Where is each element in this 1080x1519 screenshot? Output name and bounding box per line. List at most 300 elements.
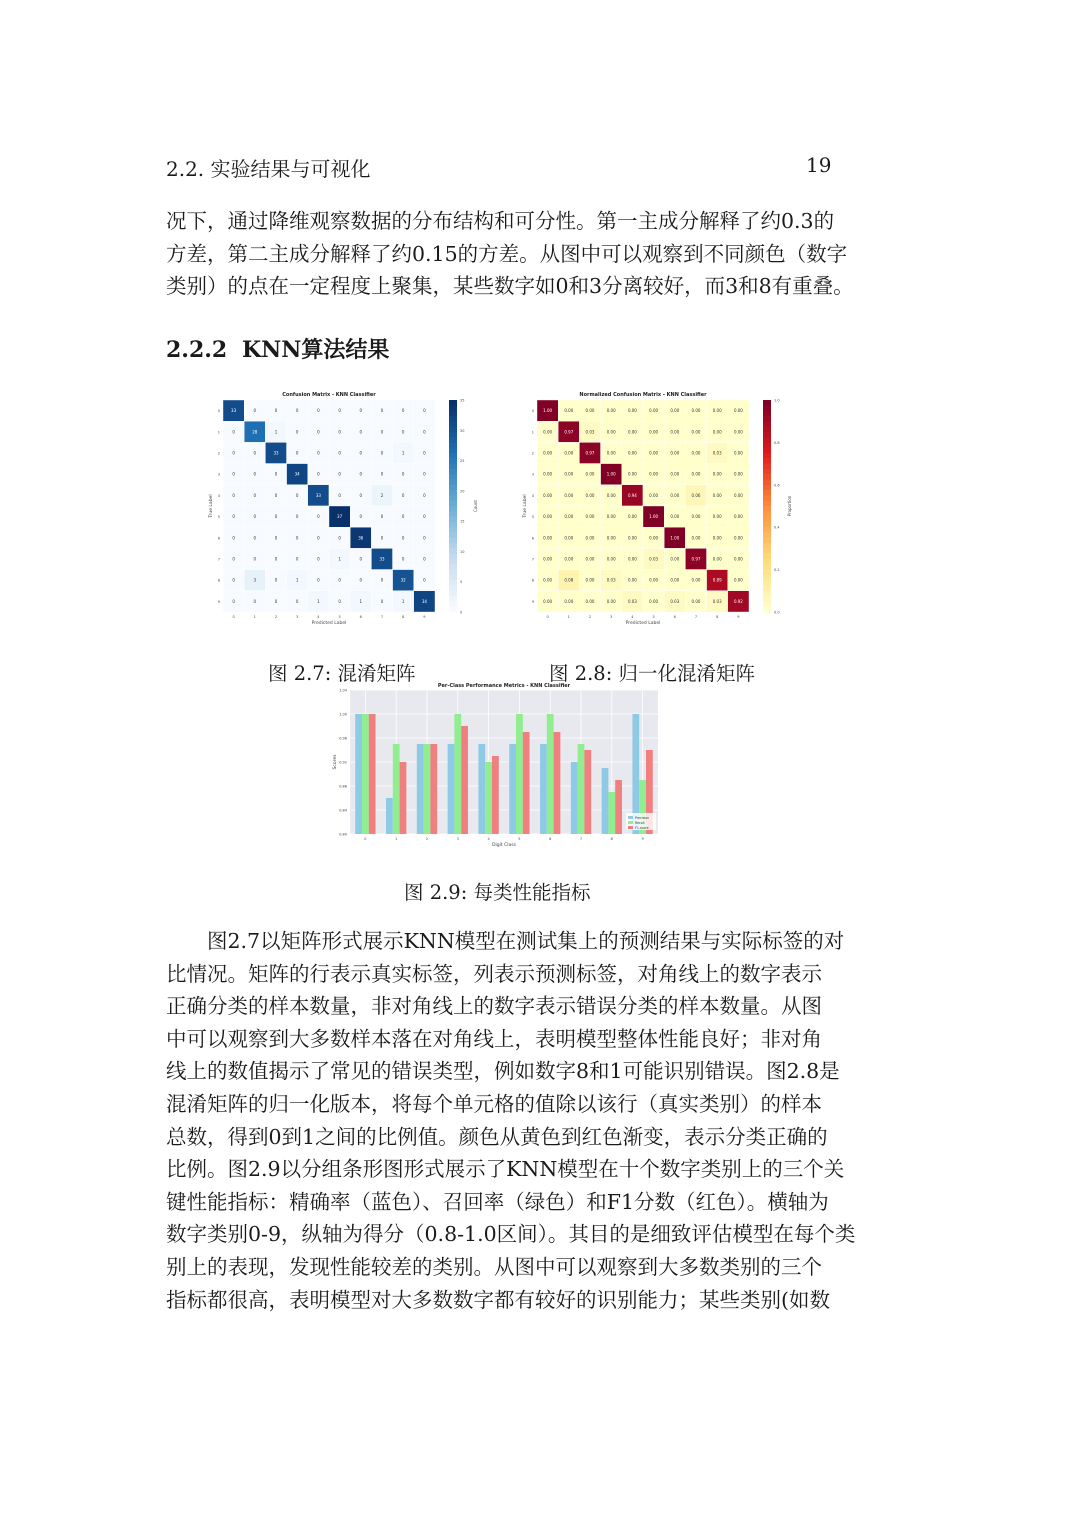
colorbar-segment <box>763 601 771 607</box>
y-tick-label: 7 <box>531 557 534 562</box>
colorbar-segment <box>449 511 457 517</box>
cell-value-label: 0.08 <box>564 577 574 583</box>
colorbar-label: Proportion <box>787 495 792 517</box>
bar-recall <box>424 744 431 834</box>
cell-value-label: 0.00 <box>649 429 659 435</box>
cell-value-label: 0.00 <box>606 598 616 604</box>
cell-value-label: 0 <box>359 492 363 498</box>
colorbar-segment <box>449 506 457 512</box>
x-tick-label: 8 <box>716 615 719 619</box>
cell-value-label: 1 <box>274 429 278 435</box>
cell-value-label: 0.00 <box>606 408 616 414</box>
cell-value-label: 0.00 <box>691 471 701 477</box>
bar-precision <box>540 744 547 834</box>
cell-value-label: 34 <box>421 598 427 604</box>
cell-value-label: 0.00 <box>691 514 701 520</box>
colorbar-segment <box>763 533 771 539</box>
colorbar-tick-label: 25 <box>460 459 465 464</box>
colorbar-segment <box>449 416 457 422</box>
cell-value-label: 0 <box>338 492 341 498</box>
cell-value-label: 0 <box>317 577 320 583</box>
cell-value-label: 0.00 <box>712 514 722 520</box>
chart-title: Confusion Matrix - KNN Classifier <box>282 392 376 398</box>
y-tick-label: 4 <box>217 493 220 498</box>
cell-value-label: 0.00 <box>585 408 595 414</box>
colorbar-tick-label: 0.8 <box>774 440 780 445</box>
x-tick-label: 6 <box>359 615 362 619</box>
cell-value-label: 0 <box>359 408 363 414</box>
x-tick-label: 3 <box>456 837 459 841</box>
bar-f1-score <box>430 744 437 834</box>
text-line: 中可以观察到大多数样本落在对角线上，表明模型整体性能良好；非对角 <box>166 1026 822 1051</box>
colorbar-segment <box>449 448 457 454</box>
cell-value-label: 0 <box>253 408 257 414</box>
x-tick-label: 0 <box>232 615 235 619</box>
y-tick-label: 9 <box>217 599 220 604</box>
colorbar-segment <box>763 591 771 597</box>
colorbar-segment <box>763 517 771 523</box>
colorbar-segment <box>449 485 457 491</box>
cell-value-label: 0 <box>253 535 257 541</box>
cell-value-label: 0.00 <box>649 598 659 604</box>
y-tick-label: 0.92 <box>339 760 347 765</box>
cell-value-label: 0.03 <box>712 450 722 456</box>
colorbar-segment <box>449 538 457 544</box>
colorbar-segment <box>763 586 771 592</box>
x-tick-label: 9 <box>423 615 426 619</box>
y-axis-label: True Label <box>523 494 528 518</box>
colorbar-segment <box>763 607 771 613</box>
cell-value-label: 0 <box>274 556 278 562</box>
x-tick-label: 6 <box>549 837 552 841</box>
cell-value-label: 0.00 <box>733 492 743 498</box>
cell-value-label: 0 <box>401 471 405 477</box>
colorbar-segment <box>449 411 457 417</box>
x-axis-label: Digit Class <box>492 843 516 848</box>
bar-precision <box>386 798 393 834</box>
bar-f1-score <box>584 750 591 834</box>
bar-f1-score <box>615 780 622 834</box>
colorbar-segment <box>449 543 457 549</box>
cell-value-label: 0 <box>423 471 426 477</box>
colorbar-segment <box>449 564 457 570</box>
y-tick-label: 0 <box>531 409 534 414</box>
y-tick-label: 3 <box>217 472 220 477</box>
bar-recall <box>485 762 492 834</box>
chart-title: Normalized Confusion Matrix - KNN Classifier <box>579 392 707 398</box>
colorbar-segment <box>449 575 457 581</box>
cell-value-label: 0.00 <box>733 577 743 583</box>
cell-value-label: 0 <box>317 514 320 520</box>
colorbar-segment <box>449 586 457 592</box>
cell-value-label: 0.00 <box>585 577 595 583</box>
colorbar-segment <box>763 495 771 501</box>
colorbar-segment <box>763 442 771 448</box>
cell-value-label: 0 <box>359 556 363 562</box>
colorbar-segment <box>449 405 457 411</box>
cell-value-label: 0 <box>232 556 235 562</box>
colorbar-segment <box>449 501 457 507</box>
cell-value-label: 0.00 <box>649 577 659 583</box>
colorbar-segment <box>763 405 771 411</box>
page-number: 19 <box>806 153 832 177</box>
x-tick-label: 9 <box>737 615 740 619</box>
colorbar-segment <box>763 464 771 470</box>
cell-value-label: 0 <box>317 535 320 541</box>
cell-value-label: 0 <box>232 577 235 583</box>
colorbar-segment <box>763 570 771 576</box>
cell-value-label: 0 <box>274 514 278 520</box>
colorbar-tick-label: 0.6 <box>774 483 780 488</box>
bar-recall <box>516 714 523 834</box>
cell-value-label: 1.00 <box>649 514 659 520</box>
cell-value-label: 0.00 <box>627 556 637 562</box>
cell-value-label: 0 <box>380 408 384 414</box>
text-line: 类别）的点在一定程度上聚集，某些数字如0和3分离较好，而3和8有重叠。 <box>166 274 854 299</box>
cell-value-label: 0.00 <box>543 429 553 435</box>
colorbar-segment <box>763 437 771 443</box>
colorbar-segment <box>763 458 771 464</box>
cell-value-label: 0 <box>401 429 405 435</box>
cell-value-label: 0.00 <box>670 408 680 414</box>
cell-value-label: 0.00 <box>606 514 616 520</box>
cell-value-label: 0.00 <box>733 408 743 414</box>
y-tick-label: 4 <box>531 493 534 498</box>
cell-value-label: 0.00 <box>543 514 553 520</box>
figure-2-9-caption: 图 2.9: 每类性能指标 <box>404 881 591 904</box>
colorbar-segment <box>763 432 771 438</box>
bar-recall <box>454 714 461 834</box>
cell-value-label: 0.00 <box>585 471 595 477</box>
cell-value-label: 0 <box>423 492 426 498</box>
intro-paragraph <box>166 205 854 303</box>
cell-value-label: 0.00 <box>627 471 637 477</box>
cell-value-label: 1.00 <box>606 471 616 477</box>
cell-value-label: 0.00 <box>564 535 574 541</box>
legend-swatch <box>628 816 633 819</box>
cell-value-label: 0 <box>317 556 320 562</box>
cell-value-label: 0.00 <box>585 598 595 604</box>
cell-value-label: 0 <box>317 429 320 435</box>
cell-value-label: 0 <box>380 450 384 456</box>
bar-precision <box>509 744 516 834</box>
colorbar-segment <box>763 527 771 533</box>
cell-value-label: 0 <box>274 535 278 541</box>
cell-value-label: 0.00 <box>691 429 701 435</box>
colorbar-segment <box>763 469 771 475</box>
colorbar-tick-label: 0.4 <box>774 525 780 530</box>
colorbar-segment <box>449 432 457 438</box>
cell-value-label: 0 <box>253 598 257 604</box>
cell-value-label: 0 <box>423 577 426 583</box>
bar-f1-score <box>492 756 499 834</box>
cell-value-label: 0.00 <box>712 535 722 541</box>
colorbar-segment <box>449 421 457 427</box>
cell-value-label: 0.00 <box>543 598 553 604</box>
colorbar-segment <box>449 469 457 475</box>
cell-value-label: 0.92 <box>733 598 743 604</box>
colorbar-segment <box>763 559 771 565</box>
y-tick-label: 0.96 <box>339 736 347 741</box>
colorbar-segment <box>763 400 771 406</box>
colorbar-segment <box>763 548 771 554</box>
cell-value-label: 0.03 <box>627 598 637 604</box>
body-paragraph <box>166 925 856 1316</box>
cell-value-label: 0.00 <box>564 492 574 498</box>
y-tick-label: 5 <box>217 515 220 520</box>
x-tick-label: 2 <box>274 615 278 619</box>
cell-value-label: 0.00 <box>733 450 743 456</box>
cell-value-label: 0.00 <box>564 408 574 414</box>
cell-value-label: 0 <box>401 535 405 541</box>
y-tick-label: 3 <box>531 472 534 477</box>
colorbar-tick-label: 0.2 <box>774 568 780 573</box>
cell-value-label: 0.00 <box>627 535 637 541</box>
cell-value-label: 0 <box>423 514 426 520</box>
legend-label: Precision <box>635 815 650 820</box>
cell-value-label: 0.00 <box>543 556 553 562</box>
cell-value-label: 0 <box>253 450 257 456</box>
y-tick-label: 9 <box>531 599 534 604</box>
x-tick-label: 5 <box>518 837 521 841</box>
y-tick-label: 1 <box>531 430 534 435</box>
colorbar-label: Count <box>473 500 478 512</box>
text-line: 别上的表现，发现性能较差的类别。从图中可以观察到大多数类别的三个 <box>166 1254 822 1279</box>
cell-value-label: 34 <box>294 471 300 477</box>
cell-value-label: 0 <box>338 450 341 456</box>
x-tick-label: 2 <box>425 837 429 841</box>
colorbar-segment <box>449 442 457 448</box>
cell-value-label: 0 <box>338 598 341 604</box>
cell-value-label: 0 <box>274 492 278 498</box>
cell-value-label: 0.00 <box>606 450 616 456</box>
cell-value-label: 0.00 <box>670 556 680 562</box>
cell-value-label: 0 <box>423 408 426 414</box>
x-tick-label: 1 <box>395 837 398 841</box>
section-number: 2.2.2 <box>166 337 228 363</box>
cell-value-label: 0 <box>317 450 320 456</box>
cell-value-label: 0.00 <box>627 577 637 583</box>
x-axis-label: Predicted Label <box>625 621 661 626</box>
cell-value-label: 0.03 <box>649 556 659 562</box>
cell-value-label: 0 <box>253 471 257 477</box>
cell-value-label: 0 <box>380 598 384 604</box>
cell-value-label: 0 <box>295 556 299 562</box>
cell-value-label: 0 <box>380 429 384 435</box>
cell-value-label: 0 <box>295 408 299 414</box>
cell-value-label: 0 <box>359 450 363 456</box>
cell-value-label: 0.00 <box>649 450 659 456</box>
cell-value-label: 32 <box>400 577 406 583</box>
cell-value-label: 0 <box>295 492 299 498</box>
x-tick-label: 3 <box>610 615 613 619</box>
colorbar-segment <box>763 448 771 454</box>
colorbar-segment <box>763 485 771 491</box>
colorbar-segment <box>763 564 771 570</box>
colorbar-segment <box>449 517 457 523</box>
colorbar-tick-label: 30 <box>460 428 465 433</box>
cell-value-label: 0 <box>232 535 235 541</box>
colorbar-segment <box>449 522 457 528</box>
colorbar-segment <box>449 591 457 597</box>
text-line: 线上的数值揭示了常见的错误类型，例如数字8和1可能识别错误。图2.8是 <box>166 1059 840 1084</box>
bar-recall <box>608 792 615 834</box>
cell-value-label: 1 <box>401 598 405 604</box>
cell-value-label: 0.00 <box>606 535 616 541</box>
cell-value-label: 0.00 <box>585 556 595 562</box>
cell-value-label: 0 <box>317 471 320 477</box>
legend-label: Recall <box>635 820 645 825</box>
colorbar-segment <box>763 554 771 560</box>
text-line: 总数，得到0到1之间的比例值。颜色从黄色到红色渐变，表示分类正确的 <box>166 1124 828 1149</box>
colorbar-tick-label: 35 <box>460 398 465 403</box>
cell-value-label: 0.00 <box>733 471 743 477</box>
cell-value-label: 0 <box>338 577 341 583</box>
y-tick-label: 0.84 <box>339 808 347 813</box>
colorbar-segment <box>449 527 457 533</box>
cell-value-label: 0.00 <box>627 514 637 520</box>
text-line: 正确分类的样本数量，非对角线上的数字表示错误分类的样本数量。从图 <box>166 994 822 1019</box>
legend-label: F1-score <box>635 825 649 830</box>
cell-value-label: 0 <box>232 492 235 498</box>
y-axis-label: True Label <box>209 494 214 518</box>
colorbar-segment <box>763 421 771 427</box>
colorbar-tick-label: 0 <box>460 610 463 615</box>
cell-value-label: 0 <box>295 535 299 541</box>
cell-value-label: 0.00 <box>712 492 722 498</box>
cell-value-label: 0 <box>338 408 341 414</box>
x-tick-label: 7 <box>380 615 384 619</box>
cell-value-label: 0.00 <box>733 556 743 562</box>
bar-f1-score <box>523 732 530 834</box>
cell-value-label: 0.97 <box>585 450 595 456</box>
colorbar-segment <box>449 480 457 486</box>
cell-value-label: 3 <box>253 577 257 583</box>
cell-value-label: 0 <box>232 450 235 456</box>
colorbar-segment <box>449 601 457 607</box>
x-tick-label: 4 <box>631 615 634 619</box>
cell-value-label: 0.00 <box>649 492 659 498</box>
colorbar-segment <box>763 427 771 433</box>
y-tick-label: 5 <box>531 515 534 520</box>
cell-value-label: 0 <box>253 492 257 498</box>
cell-value-label: 0 <box>253 514 257 520</box>
x-tick-label: 6 <box>673 615 676 619</box>
cell-value-label: 0 <box>274 408 278 414</box>
x-tick-label: 1 <box>253 615 256 619</box>
colorbar-segment <box>763 411 771 417</box>
cell-value-label: 0.00 <box>564 556 574 562</box>
bar-f1-score <box>461 726 468 834</box>
colorbar-segment <box>449 607 457 613</box>
y-tick-label: 2 <box>217 451 220 456</box>
colorbar-segment <box>449 596 457 602</box>
y-tick-label: 6 <box>217 536 220 541</box>
cell-value-label: 0 <box>359 429 363 435</box>
colorbar-segment <box>763 596 771 602</box>
cell-value-label: 0 <box>274 471 278 477</box>
colorbar-segment <box>763 575 771 581</box>
figure-2-8-caption: 图 2.8: 归一化混淆矩阵 <box>549 662 755 685</box>
y-tick-label: 1.00 <box>339 712 347 717</box>
bar-precision <box>417 744 424 834</box>
y-tick-label: 0 <box>217 409 220 414</box>
cell-value-label: 0 <box>295 514 299 520</box>
cell-value-label: 0 <box>232 429 235 435</box>
cell-value-label: 0 <box>295 429 299 435</box>
cell-value-label: 0 <box>232 471 235 477</box>
x-axis-label: Predicted Label <box>311 621 347 626</box>
cell-value-label: 0.00 <box>691 450 701 456</box>
cell-value-label: 0 <box>380 514 384 520</box>
chart-title: Per-Class Performance Metrics - KNN Classifier <box>437 683 571 689</box>
colorbar-segment <box>449 437 457 443</box>
per-class-metrics-chart <box>328 680 662 852</box>
cell-value-label: 0 <box>423 556 426 562</box>
text-line: 比情况。矩阵的行表示真实标签，列表示预测标签，对角线上的数字表示 <box>166 961 822 986</box>
cell-value-label: 0 <box>359 471 363 477</box>
colorbar-segment <box>763 416 771 422</box>
colorbar-segment <box>763 453 771 459</box>
colorbar-segment <box>449 548 457 554</box>
x-tick-label: 7 <box>579 837 583 841</box>
colorbar-segment <box>449 554 457 560</box>
colorbar-segment <box>763 580 771 586</box>
bar-f1-score <box>400 762 407 834</box>
cell-value-label: 0.00 <box>606 556 616 562</box>
x-tick-label: 0 <box>364 837 367 841</box>
cell-value-label: 1 <box>401 450 405 456</box>
cell-value-label: 0.00 <box>670 471 680 477</box>
colorbar-segment <box>449 533 457 539</box>
cell-value-label: 0.00 <box>712 556 722 562</box>
cell-value-label: 37 <box>337 514 343 520</box>
cell-value-label: 0 <box>317 408 320 414</box>
cell-value-label: 33 <box>273 450 279 456</box>
y-tick-label: 0.80 <box>339 832 347 837</box>
cell-value-label: 33 <box>379 556 385 562</box>
x-tick-label: 5 <box>652 615 655 619</box>
cell-value-label: 0.00 <box>670 492 680 498</box>
y-tick-label: 1 <box>217 430 220 435</box>
cell-value-label: 0 <box>232 598 235 604</box>
x-tick-label: 9 <box>641 837 644 841</box>
cell-value-label: 1 <box>338 556 341 562</box>
y-tick-label: 2 <box>531 451 534 456</box>
cell-value-label: 0 <box>401 514 405 520</box>
x-tick-label: 7 <box>694 615 698 619</box>
cell-value-label: 0.00 <box>585 514 595 520</box>
cell-value-label: 0.03 <box>606 577 616 583</box>
colorbar-segment <box>449 580 457 586</box>
cell-value-label: 0.03 <box>585 429 595 435</box>
cell-value-label: 0.03 <box>670 598 680 604</box>
cell-value-label: 1.00 <box>670 535 680 541</box>
colorbar-segment <box>449 474 457 480</box>
x-tick-label: 2 <box>588 615 592 619</box>
colorbar-segment <box>763 522 771 528</box>
cell-value-label: 0.00 <box>733 429 743 435</box>
cell-value-label: 0.00 <box>627 429 637 435</box>
y-tick-label: 6 <box>531 536 534 541</box>
colorbar-tick-label: 10 <box>460 549 465 554</box>
cell-value-label: 0.00 <box>649 471 659 477</box>
cell-value-label: 0 <box>274 577 278 583</box>
cell-value-label: 0.00 <box>712 408 722 414</box>
cell-value-label: 0.03 <box>712 598 722 604</box>
cell-value-label: 0.00 <box>564 450 574 456</box>
cell-value-label: 0.00 <box>543 471 553 477</box>
